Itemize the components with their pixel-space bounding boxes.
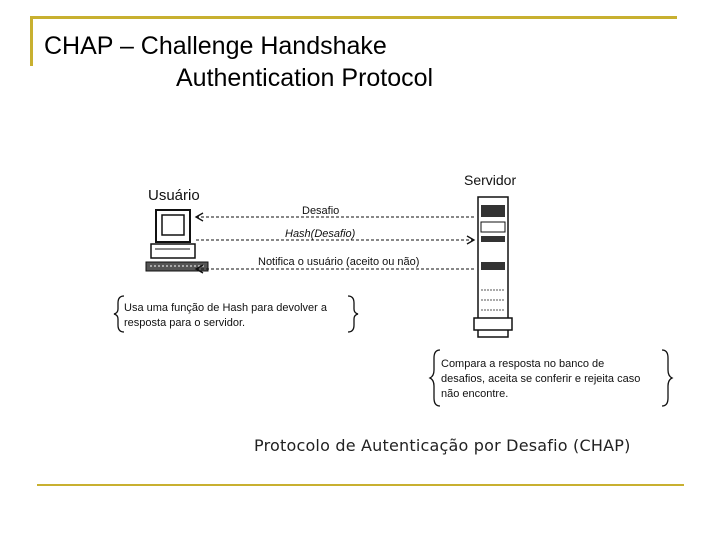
server-label: Servidor (464, 172, 517, 188)
server-note (430, 350, 672, 406)
server-icon (474, 197, 512, 337)
user-note (114, 296, 358, 332)
message-hash (196, 228, 474, 244)
message-hash-label: Hash(Desafio) (285, 228, 356, 240)
user-note-line1: Usa uma função de Hash para devolver a (124, 302, 328, 314)
slide-title-line2: Authentication Protocol (176, 64, 434, 92)
message-challenge-label: Desafio (302, 205, 340, 217)
user-note-line2: resposta para o servidor. (124, 317, 246, 329)
server-note-line1: Compara a resposta no banco de (441, 358, 605, 370)
message-challenge (196, 205, 474, 221)
user-label: Usuário (148, 187, 200, 204)
server-note-line2: desafios, aceita se conferir e rejeita caso (441, 373, 641, 385)
message-notify-label: Notifica o usuário (aceito ou não) (258, 256, 420, 268)
figure-caption: Protocolo de Autenticação por Desafio (CHAP) (254, 436, 631, 455)
slide-title-line1: CHAP – Challenge Handshake (44, 32, 387, 60)
server-note-line3: não encontre. (441, 388, 509, 400)
message-notify (196, 256, 474, 273)
